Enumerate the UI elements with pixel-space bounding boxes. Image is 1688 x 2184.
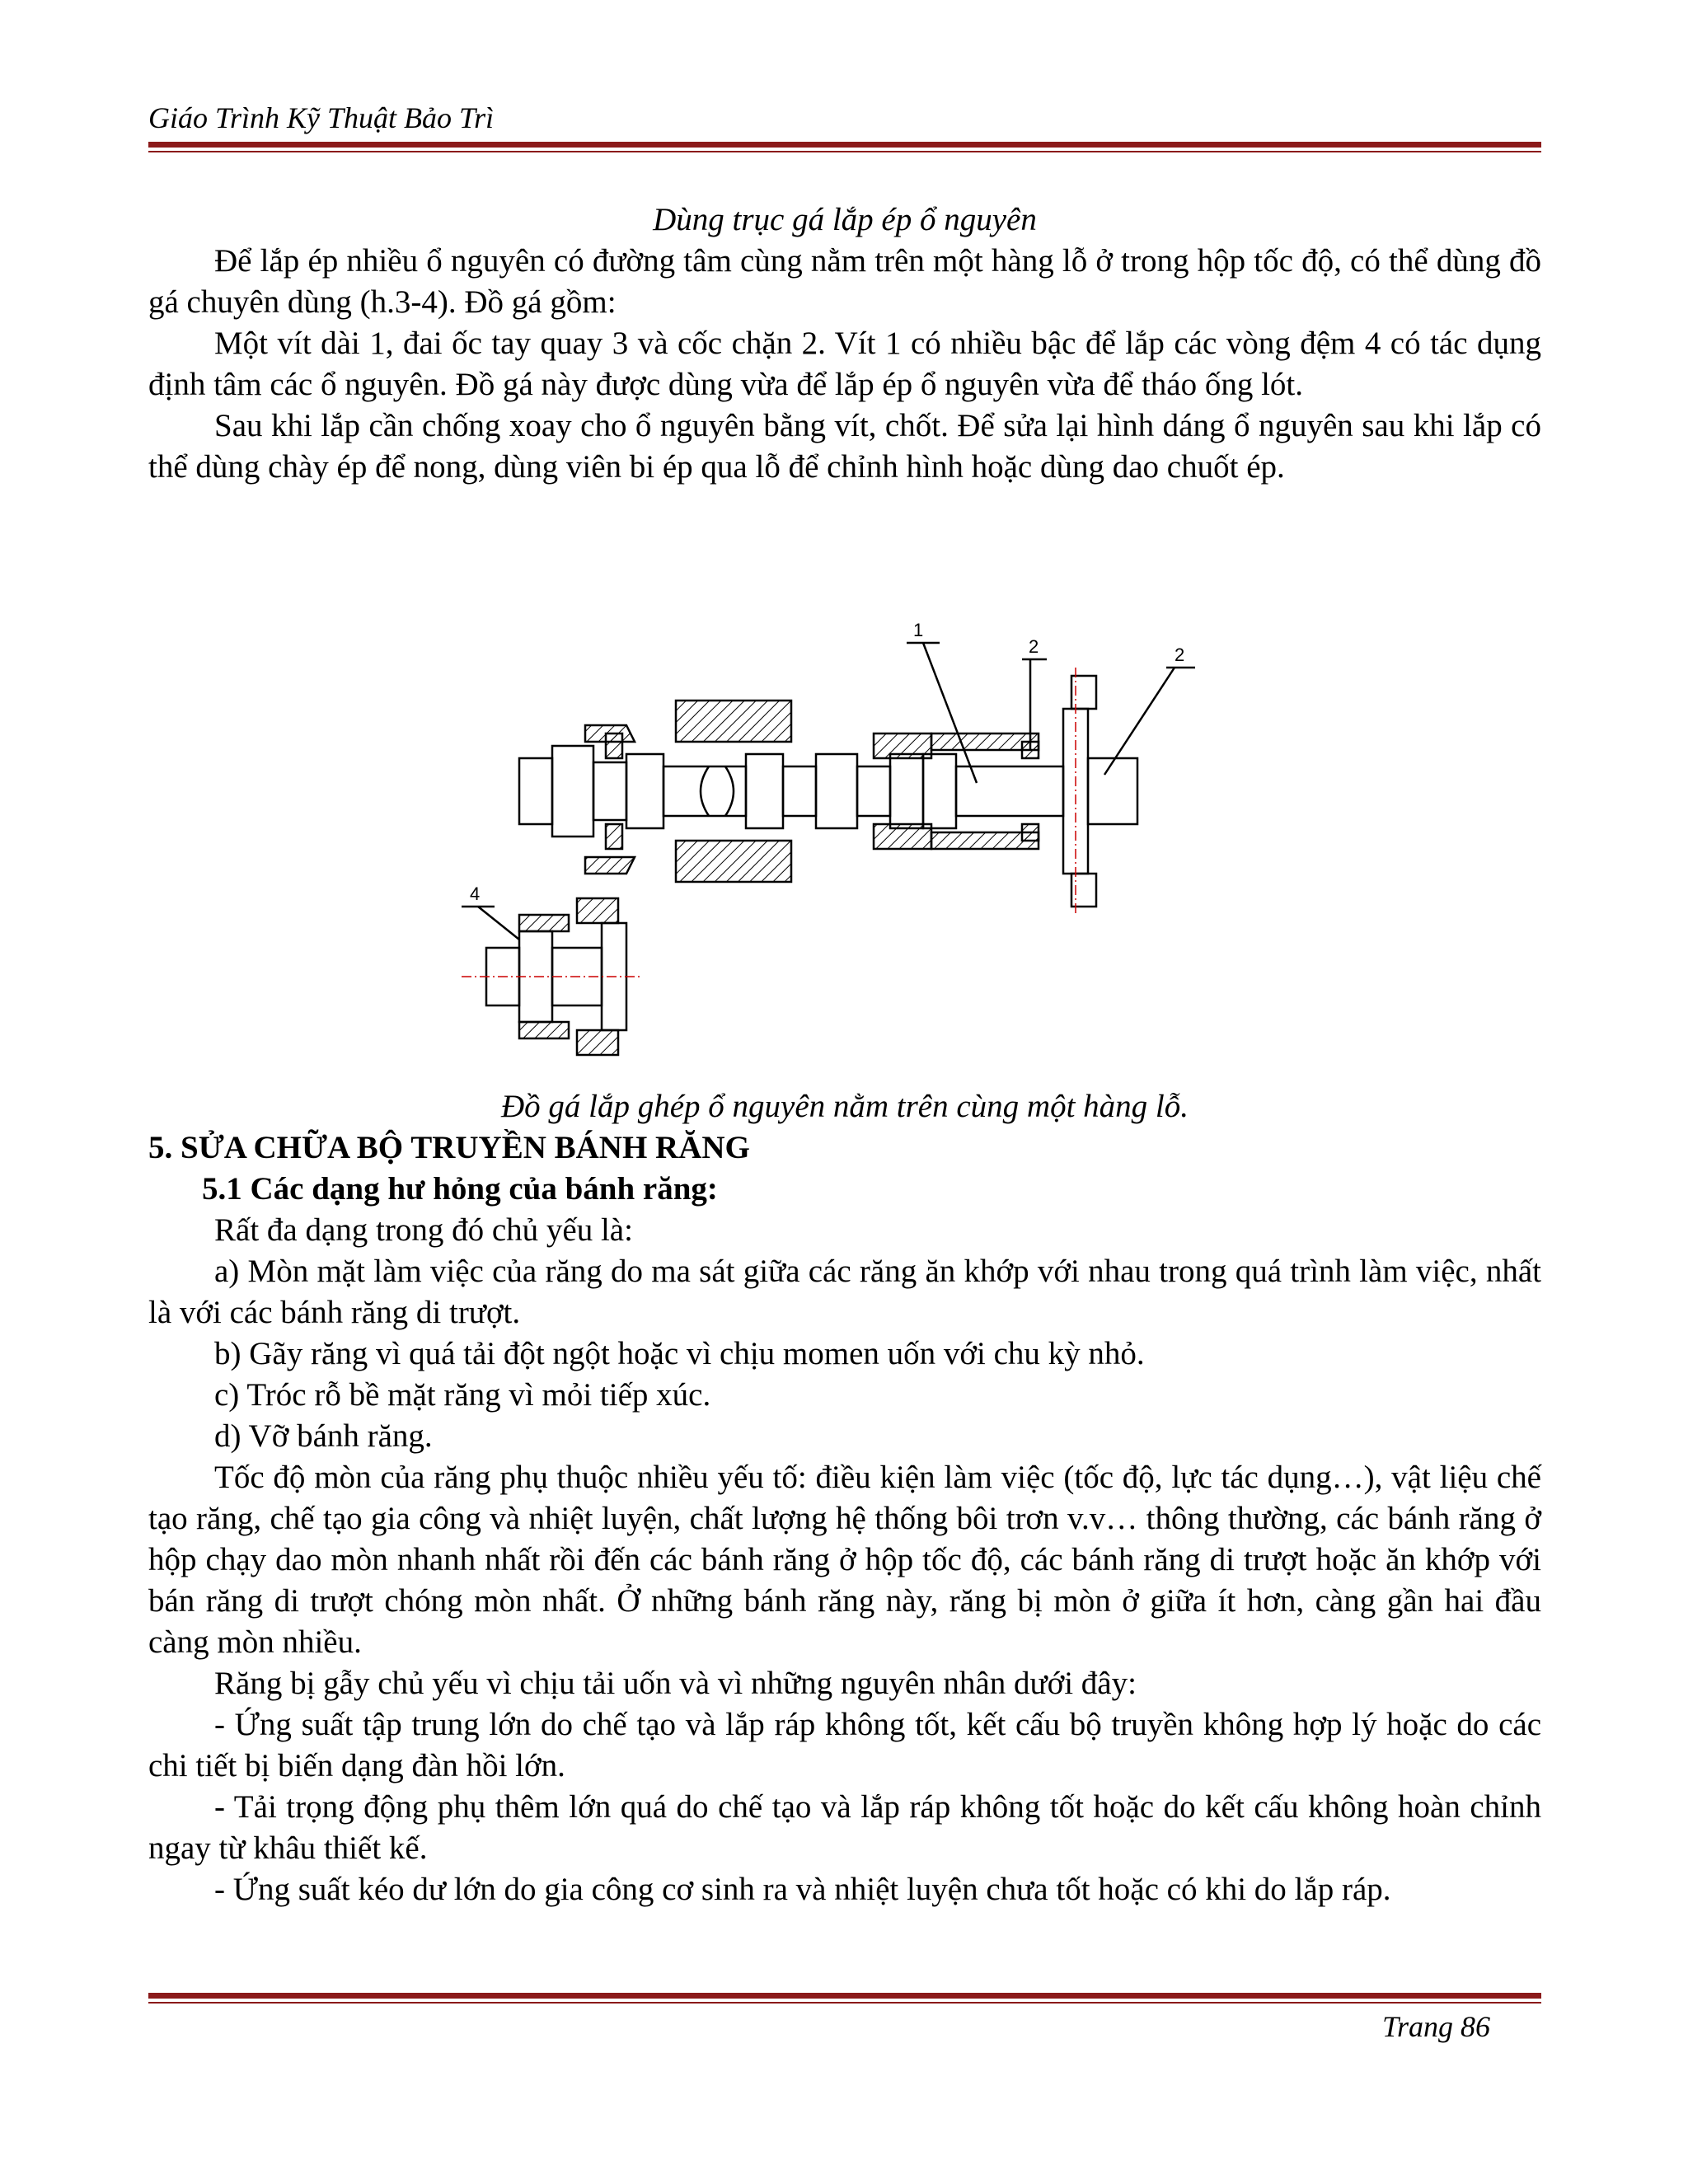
list-item: - Tải trọng động phụ thêm lớn quá do chế tạo và lắp ráp không tốt hoặc do kết cấu không hoàn chỉnh ngay từ khâu thiết kế. (148, 1789, 1541, 1866)
section-heading: 5. SỬA CHỮA BỘ TRUYỀN BÁNH RĂNG (148, 1130, 750, 1165)
header-rule-thin (148, 151, 1541, 152)
paragraph: Để lắp ép nhiều ổ nguyên có đường tâm cùng nằm trên một hàng lỗ ở trong hộp tốc độ, có thể dùng đồ gá chuyên dùng (h.3-4). Đồ gá gồm: (148, 243, 1541, 320)
label-4: 4 (470, 883, 481, 904)
figure-caption: Đồ gá lắp ghép ổ nguyên nằm trên cùng một hàng lỗ. (500, 1089, 1189, 1124)
list-item: - Ứng suất tập trung lớn do chế tạo và lắp ráp không tốt, kết cấu bộ truyền không hợp lý hoặc do các chi tiết bị biến dạng đàn hồi lớn. (148, 1707, 1541, 1783)
list-item: b) Gãy răng vì quá tải đột ngột hoặc vì chịu momen uốn với chu kỳ nhỏ. (214, 1336, 1145, 1371)
bottom-section (148, 1086, 1541, 1910)
fixture-drawing (462, 610, 1236, 1071)
label-2b: 2 (1175, 644, 1185, 665)
paragraph: Tốc độ mòn của răng phụ thuộc nhiều yếu tố: điều kiện làm việc (tốc độ, lực tác dụng…), vật liệu chế tạo răng, chế tạo gia công và nhiệt luyện, chất lượng hệ thống bôi trơn v.v… thông thường, các bánh răng ở hộp chạy dao mòn nhanh nhất rồi đến các bánh răng ở hộp tốc độ, các bánh răng di trượt hoặc ăn khớp với bán răng di trượt chóng mòn nhất. Ở những bánh răng này, răng bị mòn ở giữa ít hơn, càng gần hai đầu càng mòn nhiều. (148, 1460, 1541, 1660)
paragraph: Một vít dài 1, đai ốc tay quay 3 và cốc chặn 2. Vít 1 có nhiều bậc để lắp các vòng đệm 4 có tác dụng định tâm các ổ nguyên. Đồ gá này được dùng vừa để lắp ép ổ nguyên vừa để tháo ống lót. (148, 326, 1541, 402)
footer-rule (148, 1993, 1541, 1999)
paragraph: Răng bị gẫy chủ yếu vì chịu tải uốn và vì những nguyên nhân dưới đây: (214, 1666, 1137, 1701)
header-rule (148, 142, 1541, 148)
top-section (148, 199, 1541, 488)
header-title: Giáo Trình Kỹ Thuật Bảo Trì (148, 101, 495, 134)
label-2a: 2 (1029, 636, 1039, 657)
caption-top: Dùng trục gá lắp ép ổ nguyên (653, 202, 1037, 237)
list-item: c) Tróc rỗ bề mặt răng vì mỏi tiếp xúc. (214, 1377, 711, 1413)
paragraph: Rất đa dạng trong đó chủ yếu là: (214, 1212, 633, 1248)
paragraph: Sau khi lắp cần chống xoay cho ổ nguyên bằng vít, chốt. Để sửa lại hình dáng ổ nguyên sau khi lắp có thể dùng chày ép để nong, dùng viên bi ép qua lỗ để chỉnh hình hoặc dùng dao chuốt ép. (148, 408, 1541, 485)
label-1: 1 (913, 620, 924, 640)
list-item: - Ứng suất kéo dư lớn do gia công cơ sinh ra và nhiệt luyện chưa tốt hoặc có khi do lắp ráp. (214, 1872, 1391, 1907)
subsection-heading: 5.1 Các dạng hư hỏng của bánh răng: (202, 1171, 718, 1207)
list-item: d) Vỡ bánh răng. (214, 1418, 433, 1454)
page-number: Trang 86 (1381, 2010, 1490, 2043)
footer-rule-thin (148, 2002, 1541, 2004)
list-item: a) Mòn mặt làm việc của răng do ma sát giữa các răng ăn khớp với nhau trong quá trình làm việc, nhất là với các bánh răng di trượt. (148, 1254, 1541, 1330)
